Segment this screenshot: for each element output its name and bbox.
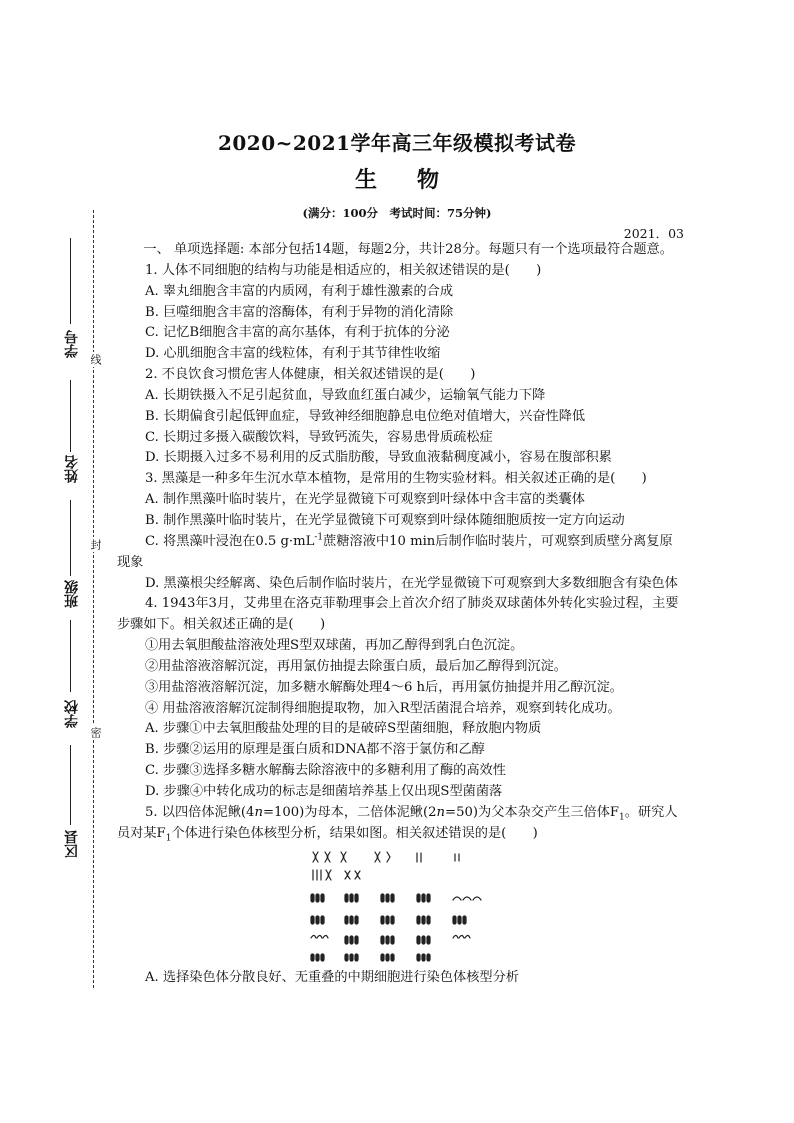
subscript-1: 1 — [619, 812, 625, 823]
exam-meta: (满分：100分 考试时间：75分钟) — [302, 206, 492, 220]
variable-n: n — [254, 804, 263, 820]
q4-option-d: D. 步骤④中转化成功的标志是细菌培养基上仅出现S型菌菌落 — [145, 783, 503, 799]
chromosome-row-2 — [313, 870, 360, 880]
q5-stem-part: =100)为母本，二倍体泥鳅(2 — [262, 804, 437, 820]
q2-option-d: D. 长期摄入过多不易利用的反式脂肪酸，导致血液黏稠度减小，容易在腹部积累 — [145, 450, 612, 466]
section-heading: 一、 单项选择题: 本部分包括14题，每题2分，共计28分。每题只有一个选项最符合题意。 — [143, 242, 673, 257]
exam-date: 2021．03 — [623, 226, 684, 241]
q3-option-c-text-cont: 蔗糖溶液中10 min后制作临时装片，可观察到质壁分离复原现象 — [117, 533, 673, 570]
question-4-stem: 4. 1943年3月，艾弗里在洛克菲勒理事会上首次介绍了肺炎双球菌体外转化实验过程，主要步骤如下。相关叙述正确的是( ) — [117, 596, 679, 633]
q3-option-a: A. 制作黑藻叶临时装片，在光学显微镜下可观察到叶绿体中含丰富的类囊体 — [145, 492, 585, 508]
q1-option-d: D. 心肌细胞含丰富的线粒体，有利于其节律性收缩 — [145, 346, 441, 362]
variable-n: n — [436, 804, 446, 820]
chromosome-row-5 — [311, 936, 470, 945]
q4-step-4: ④ 用盐溶液溶解沉淀制得细胞提取物，加入R型活菌混合培养，观察到转化成功。 — [145, 700, 621, 716]
q5-option-a: A. 选择染色体分散良好、无重叠的中期细胞进行染色体核型分析 — [145, 970, 519, 986]
field-label-school: 学校 — [64, 700, 80, 728]
q3-option-c-text: C. 将黑藻叶浸泡在0.5 g·mL — [145, 533, 315, 549]
q1-option-a: A. 睾丸细胞含丰富的内质网，有利于雄性激素的合成 — [145, 283, 454, 299]
subject-title: 生物 — [354, 167, 479, 193]
field-label-class: 班级 — [64, 580, 80, 608]
cut-word-secret: 密 — [89, 727, 102, 738]
question-2-stem: 2. 不良饮食习惯危害人体健康，相关叙述错误的是( ) — [145, 367, 476, 383]
chromosome-row-1 — [313, 852, 459, 862]
field-underline — [70, 500, 71, 576]
cut-line — [93, 210, 94, 988]
chromosome-row-4 — [311, 916, 466, 924]
q5-stem-part: 5. 以四倍体泥鳅(4 — [145, 804, 255, 820]
q4-step-2: ②用盐溶液溶解沉淀，再用氯仿抽提去除蛋白质，最后加乙醇得到沉淀。 — [145, 658, 567, 674]
q1-option-b: B. 巨噬细胞含丰富的溶酶体，有利于异物的消化清除 — [145, 304, 454, 320]
field-underline — [70, 620, 71, 692]
field-underline — [70, 238, 71, 324]
chromosome-row-3 — [311, 894, 481, 902]
q4-option-c: C. 步骤③选择多糖水解酶去除溶液中的多糖利用了酶的高效性 — [145, 763, 506, 779]
q4-option-a: A. 步骤①中去氧胆酸盐处理的目的是破碎S型菌细胞，释放胞内物质 — [145, 721, 542, 737]
subscript-1: 1 — [165, 833, 172, 844]
q5-stem-part: 。研究人员对某F — [117, 804, 678, 841]
question-5-stem — [117, 803, 684, 845]
q2-option-a: A. 长期铁摄入不足引起贫血，导致血红蛋白减少，运输氧气能力下降 — [145, 387, 546, 403]
q2-option-c: C. 长期过多摄入碳酸饮料，导致钙流失，容易患骨质疏松症 — [145, 429, 493, 445]
field-label-name: 姓名 — [64, 455, 80, 483]
cut-word-seal: 封 — [89, 539, 102, 550]
field-label-student-id: 学号 — [64, 330, 80, 358]
field-underline — [70, 745, 71, 825]
q5-stem-part: =50)为父本杂交产生三倍体F — [445, 804, 620, 820]
cut-word-line: 线 — [89, 354, 102, 365]
q4-step-3: ③用盐溶液溶解沉淀，加多糖水解酶处理4～6 h后，再用氯仿抽提并用乙醇沉淀。 — [145, 679, 623, 695]
q3-option-c — [117, 532, 684, 574]
chromosome-row-6 — [311, 954, 430, 961]
field-underline — [70, 380, 71, 452]
field-label-district: 区县 — [64, 830, 80, 858]
q3-option-b: B. 制作黑藻叶临时装片，在光学显微镜下可观察到叶绿体随细胞质按一定方向运动 — [145, 512, 625, 528]
q4-step-1: ①用去氧胆酸盐溶液处理S型双球菌，再加乙醇得到乳白色沉淀。 — [145, 638, 524, 654]
q3-option-d: D. 黑藻根尖经解离、染色后制作临时装片，在光学显微镜下可观察到大多数细胞含有染色体 — [145, 575, 678, 591]
q5-stem-part: 个体进行染色体核型分析，结果如图。相关叙述错误的是( ) — [171, 825, 538, 841]
karyotype-figure — [295, 850, 505, 962]
q4-option-b: B. 步骤②运用的原理是蛋白质和DNA都不溶于氯仿和乙醇 — [145, 742, 485, 758]
question-1-stem: 1. 人体不同细胞的结构与功能是相适应的，相关叙述错误的是( ) — [145, 262, 542, 278]
unit-superscript: -1 — [314, 532, 324, 543]
q1-option-c: C. 记忆B细胞含丰富的高尔基体，有利于抗体的分泌 — [145, 325, 450, 341]
exam-title: 2020~2021学年高三年级模拟考试卷 — [217, 131, 577, 155]
exam-content — [117, 240, 684, 989]
question-3-stem: 3. 黑藻是一种多年生沉水草本植物，是常用的生物实验材料。相关叙述正确的是( ) — [145, 471, 647, 487]
q2-option-b: B. 长期偏食引起低钾血症，导致神经细胞静息电位绝对值增大，兴奋性降低 — [145, 408, 586, 424]
